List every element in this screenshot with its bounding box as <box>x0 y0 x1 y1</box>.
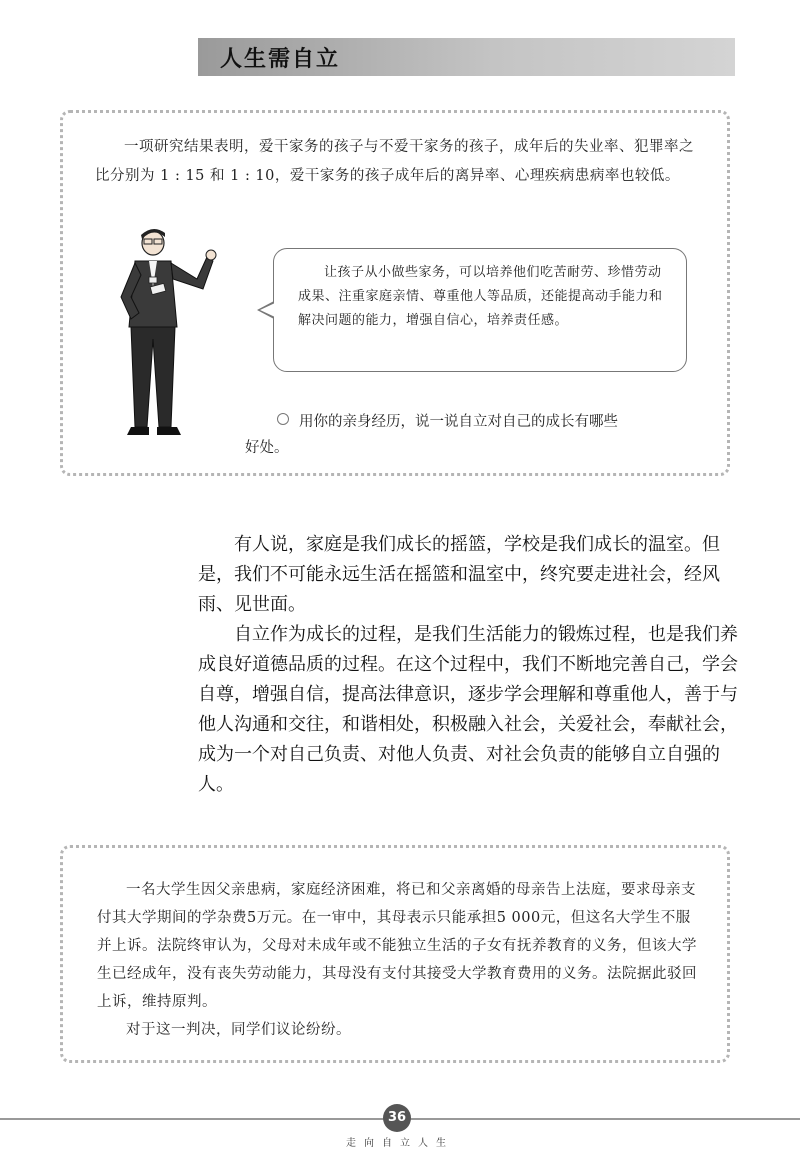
prompt-line-2: 好处。 <box>245 440 289 456</box>
info-box-case <box>60 845 730 1063</box>
speech-bubble-text <box>298 261 668 333</box>
body-paragraph-1: 有人说，家庭是我们成长的摇篮，学校是我们成长的温室。但是，我们不可能永远生活在摇篮和温室中，终究要走进社会，经风雨、见世面。 <box>198 534 720 615</box>
discussion-prompt <box>245 409 697 461</box>
speech-bubble <box>273 248 687 372</box>
running-title: 走向自立人生 <box>346 1138 454 1149</box>
section-title: 人生需自立 <box>220 47 341 72</box>
quote-text: 让孩子从小做些家务，可以培养他们吃苦耐劳、珍惜劳动成果、注重家庭亲情、尊重他人等品质，还能提高动手能力和解决问题的能力，增强自信心，培养责任感。 <box>298 265 663 328</box>
section-header <box>198 38 735 76</box>
prompt-line-1: 用你的亲身经历，说一说自立对自己的成长有哪些 <box>299 414 618 430</box>
speaker-illustration <box>115 227 225 457</box>
case-followup: 对于这一判决，同学们议论纷纷。 <box>126 1022 351 1038</box>
main-body-text <box>198 530 743 800</box>
research-intro-text: 一项研究结果表明，爱干家务的孩子与不爱干家务的孩子，成年后的失业率、犯罪率之比分别为 1 : 15 和 1 : 10，爱干家务的孩子成年后的离异率、心理疾病患病率也较低。 <box>95 139 694 184</box>
info-box-research <box>60 110 730 476</box>
case-paragraph: 一名大学生因父亲患病，家庭经济困难，将已和父亲离婚的母亲告上法庭，要求母亲支付其大学期间的学杂费5万元。在一审中，其母表示只能承担5 000元，但这名大学生不服并上诉。法院终审认为，父母对未成年或不能独立生活的子女有抚养教育的义务，但该大学生已经成年，没有丧失劳动能力，其母没有支付其接受大学教育费用的义务。法院据此驳回上诉，维持原判。 <box>97 882 697 1010</box>
research-intro <box>95 133 695 191</box>
bullet-circle-icon <box>277 413 289 425</box>
case-text <box>97 876 697 1044</box>
page-number: 36 <box>383 1104 411 1132</box>
body-paragraph-2: 自立作为成长的过程，是我们生活能力的锻炼过程，也是我们养成良好道德品质的过程。在这个过程中，我们不断地完善自己，学会自尊，增强自信，提高法律意识，逐步学会理解和尊重他人，善于与他人沟通和交往，和谐相处，积极融入社会，关爱社会，奉献社会，成为一个对自己负责、对他人负责、对社会负责的能够自立自强的人。 <box>198 624 738 795</box>
